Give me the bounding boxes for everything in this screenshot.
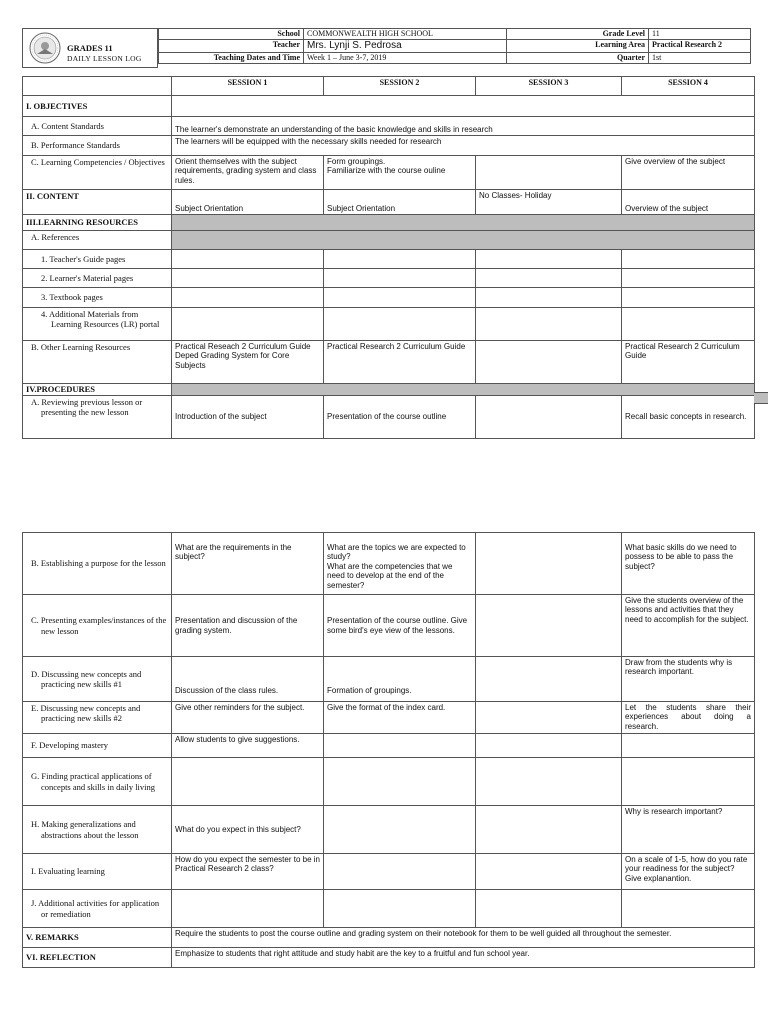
content-standards-label: A. Content Standards (23, 117, 172, 136)
procedure-d-label: D. Discussing new concepts and practicing new skills #1 (23, 657, 172, 702)
competency-s3 (476, 156, 622, 190)
competency-s1: Orient themselves with the subject requirements, grading system and class rules. (172, 156, 324, 190)
competency-s2: Form groupings. Familiarize with the course ouline (324, 156, 476, 190)
procedure-b-s4: What basic skills do we need to possess to be able to pass the subject? (622, 533, 755, 595)
procedure-e-label: E. Discussing new concepts and practicing new skills #2 (23, 702, 172, 734)
procedure-a-s4: Recall basic concepts in research. (622, 396, 755, 439)
performance-standards-label: B. Performance Standards (23, 136, 172, 156)
procedure-d-s3 (476, 657, 622, 702)
lesson-log-table-page1 (22, 76, 755, 439)
references-label: A. References (23, 231, 172, 250)
procedure-c-s3 (476, 595, 622, 657)
other-resources-s3 (476, 341, 622, 384)
content-s3: No Classes- Holiday (476, 190, 622, 215)
procedure-b-s1: What are the requirements in the subject? (172, 533, 324, 595)
procedure-a-s1: Introduction of the subject (172, 396, 324, 439)
school-label: School (159, 29, 304, 40)
teachers-guide-label: 1. Teacher's Guide pages (23, 250, 172, 269)
procedure-c-label: C. Presenting examples/instances of the new lesson (23, 595, 172, 657)
procedure-h-label: H. Making generalizations and abstractions about the lesson (23, 806, 172, 854)
teacher-label: Teacher (159, 40, 304, 53)
procedures-gray-bar (754, 392, 768, 404)
other-resources-s1: Practical Reseach 2 Curriculum Guide Deped Grading System for Core Subjects (172, 341, 324, 384)
teacher-value: Mrs. Lynji S. Pedrosa (304, 40, 507, 53)
other-resources-s4: Practical Research 2 Curriculum Guide (622, 341, 755, 384)
procedure-a-s3 (476, 396, 622, 439)
learners-material-label: 2. Learner's Material pages (23, 269, 172, 288)
procedure-d-s4: Draw from the students why is research important. (622, 657, 755, 702)
procedure-f-s4 (622, 734, 755, 758)
other-resources-s2: Practical Research 2 Curriculum Guide (324, 341, 476, 384)
procedure-e-s1: Give other reminders for the subject. (172, 702, 324, 734)
reflection-text: Emphasize to students that right attitude and study habit are the key to a fruitful and fun school year. (172, 948, 755, 968)
procedure-i-s4: On a scale of 1-5, how do you rate your readiness for the subject? Give explanantion. (622, 854, 755, 890)
quarter-label: Quarter (507, 52, 649, 63)
procedure-e-s3 (476, 702, 622, 734)
procedure-c-s1: Presentation and discussion of the grading system. (172, 595, 324, 657)
procedure-i-s1: How do you expect the semester to be in Practical Research 2 class? (172, 854, 324, 890)
procedure-f-s3 (476, 734, 622, 758)
procedure-f-s2 (324, 734, 476, 758)
procedure-d-s2: Formation of groupings. (324, 657, 476, 702)
session-2-header: SESSION 2 (324, 77, 476, 96)
reflection-label: VI. REFLECTION (23, 948, 172, 968)
competency-s4: Give overview of the subject (622, 156, 755, 190)
school-value: COMMONWEALTH HIGH SCHOOL (304, 29, 507, 40)
procedure-c-s4: Give the students overview of the lessons and activities that they need to accomplish for the subject. (622, 595, 755, 657)
content-s4: Overview of the subject (622, 190, 755, 215)
procedure-e-s4: Let the students share their experiences about doing a research. (622, 702, 755, 734)
procedure-a-s2: Presentation of the course outline (324, 396, 476, 439)
competencies-label: C. Learning Competencies / Objectives (23, 156, 172, 190)
session-1-header: SESSION 1 (172, 77, 324, 96)
session-3-header: SESSION 3 (476, 77, 622, 96)
additional-materials-label: 4. Additional Materials from Learning Resources (LR) portal (23, 308, 172, 341)
textbook-label: 3. Textbook pages (23, 288, 172, 308)
remarks-label: V. REMARKS (23, 928, 172, 948)
procedure-i-s2 (324, 854, 476, 890)
quarter-value: 1st (649, 52, 751, 63)
header-info-table (158, 28, 751, 64)
daily-lesson-log-label: DAILY LESSON LOG (67, 54, 142, 63)
procedure-c-s2: Presentation of the course outline. Give some bird's eye view of the lessons. (324, 595, 476, 657)
content-s1: Subject Orientation (172, 190, 324, 215)
learning-resources-heading: III.LEARNING RESOURCES (23, 215, 172, 231)
procedure-i-s3 (476, 854, 622, 890)
procedure-b-s3 (476, 533, 622, 595)
procedure-a-label: A. Reviewing previous lesson or presenting the new lesson (23, 396, 172, 439)
learning-area-value: Practical Research 2 (649, 40, 751, 53)
session-4-header: SESSION 4 (622, 77, 755, 96)
other-resources-label: B. Other Learning Resources (23, 341, 172, 384)
procedure-f-s1: Allow students to give suggestions. (172, 734, 324, 758)
procedure-b-s2: What are the topics we are expected to study? What are the competencies that we need to develop at the end of the semester? (324, 533, 476, 595)
grades-title: GRADES 11 (67, 43, 113, 53)
grade-level-value: 11 (649, 29, 751, 40)
content-s2: Subject Orientation (324, 190, 476, 215)
procedure-h-s4: Why is research important? (622, 806, 755, 854)
teaching-dates-label: Teaching Dates and Time (159, 52, 304, 63)
procedure-h-s3 (476, 806, 622, 854)
procedure-i-label: I. Evaluating learning (23, 854, 172, 890)
header-title-block (22, 28, 158, 68)
performance-standards-value: The learners will be equipped with the necessary skills needed for research (172, 136, 755, 156)
procedure-h-s2 (324, 806, 476, 854)
deped-seal-icon (29, 32, 61, 64)
procedure-d-s1: Discussion of the class rules. (172, 657, 324, 702)
procedure-j-label: J. Additional activities for application or remediation (23, 890, 172, 928)
grade-level-label: Grade Level (507, 29, 649, 40)
procedure-f-label: F. Developing mastery (23, 734, 172, 758)
procedure-e-s2: Give the format of the index card. (324, 702, 476, 734)
teaching-dates-value: Week 1 – June 3-7, 2019 (304, 52, 507, 63)
content-standards-value: The learner's demonstrate an understanding of the basic knowledge and skills in research (172, 117, 755, 136)
lesson-log-table-page2 (22, 532, 755, 968)
procedure-g-label: G. Finding practical applications of concepts and skills in daily living (23, 758, 172, 806)
procedures-heading: IV.PROCEDURES (23, 384, 172, 396)
remarks-text: Require the students to post the course outline and grading system on their notebook for them to be well guided all throughout the semester. (172, 928, 755, 948)
learning-area-label: Learning Area (507, 40, 649, 53)
content-heading: II. CONTENT (23, 190, 172, 215)
procedure-h-s1: What do you expect in this subject? (172, 806, 324, 854)
objectives-heading: I. OBJECTIVES (23, 96, 172, 117)
procedure-b-label: B. Establishing a purpose for the lesson (23, 533, 172, 595)
